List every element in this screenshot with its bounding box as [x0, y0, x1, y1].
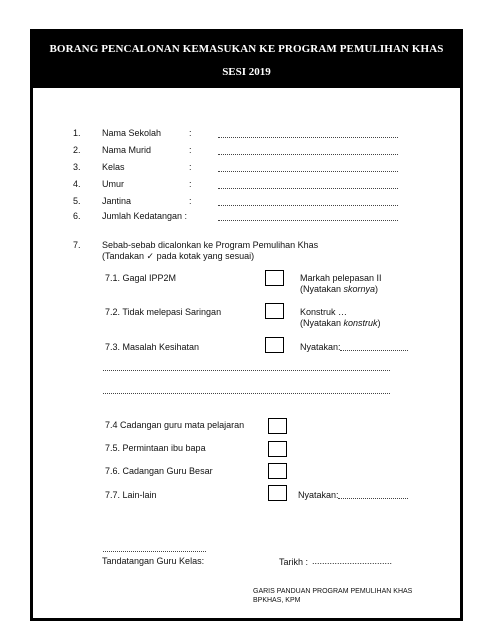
reason-label-saringan: 7.2. Tidak melepasi Saringan	[105, 307, 222, 317]
date-field[interactable]: ................................	[312, 556, 393, 566]
field-colon: :	[189, 196, 192, 206]
reason-note: Nyatakan:	[298, 490, 339, 500]
jumlah-kedatangan-field[interactable]	[218, 220, 398, 221]
form-header	[33, 32, 460, 88]
reason-label-guru-besar: 7.6. Cadangan Guru Besar	[105, 466, 213, 476]
signature-label: Tandatangan Guru Kelas:	[102, 556, 205, 566]
guide-line-2: BPKHAS, KPM	[253, 597, 301, 604]
reason-note: Markah pelepasan II	[300, 273, 382, 283]
checkbox-gagal-ipp2m[interactable]	[265, 270, 284, 286]
field-number: 4.	[73, 179, 81, 189]
reasons-title: Sebab-sebab dicalonkan ke Program Pemulihan Khas	[102, 240, 319, 250]
field-number: 6.	[73, 211, 81, 221]
reason-label-gagal-ipp2m: 7.1. Gagal IPP2M	[105, 273, 177, 283]
nama-sekolah-field[interactable]	[218, 137, 398, 138]
checkbox-ibu-bapa[interactable]	[268, 441, 287, 457]
reason-note: Konstruk …	[300, 307, 348, 317]
field-colon: :	[189, 145, 192, 155]
reason-label-kesihatan: 7.3. Masalah Kesihatan	[105, 342, 200, 352]
field-number: 2.	[73, 145, 81, 155]
checkbox-kesihatan[interactable]	[265, 337, 284, 353]
kesihatan-detail-line-2[interactable]	[103, 393, 390, 394]
reason-note: Nyatakan:	[300, 342, 341, 352]
field-label-jantina: Jantina	[102, 196, 132, 206]
checkbox-lain-lain[interactable]	[268, 485, 287, 501]
field-colon: :	[189, 162, 192, 172]
field-number: 3.	[73, 162, 81, 172]
date-label: Tarikh :	[279, 557, 309, 567]
jantina-field[interactable]	[218, 205, 398, 206]
reason-label-lain-lain: 7.7. Lain-lain	[105, 490, 157, 500]
kesihatan-detail-line-1[interactable]	[103, 370, 390, 371]
field-colon: :	[189, 179, 192, 189]
guide-line-1: GARIS PANDUAN PROGRAM PEMULIHAN KHAS	[253, 588, 413, 595]
signature-line[interactable]	[103, 551, 206, 552]
field-label-nama-sekolah: Nama Sekolah	[102, 128, 162, 138]
lain-lain-nyatakan-field[interactable]	[338, 498, 408, 499]
field-label-kelas: Kelas	[102, 162, 125, 172]
field-label-jumlah-kedatangan: Jumlah Kedatangan :	[102, 211, 188, 221]
reason-note-konstruk: (Nyatakan konstruk)	[300, 318, 381, 328]
section-number: 7.	[73, 240, 81, 250]
reason-label-cadangan-guru: 7.4 Cadangan guru mata pelajaran	[105, 420, 245, 430]
field-label-nama-murid: Nama Murid	[102, 145, 152, 155]
form-border	[30, 29, 463, 621]
kelas-field[interactable]	[218, 171, 398, 172]
reason-label-ibu-bapa: 7.5. Permintaan ibu bapa	[105, 443, 206, 453]
checkbox-saringan[interactable]	[265, 303, 284, 319]
reason-note-skornya: (Nyatakan skornya)	[300, 284, 379, 294]
kesihatan-nyatakan-field[interactable]	[340, 350, 408, 351]
field-label-umur: Umur	[102, 179, 124, 189]
field-number: 1.	[73, 128, 81, 138]
form-session: SESI 2019	[222, 66, 271, 78]
umur-field[interactable]	[218, 188, 398, 189]
field-number: 5.	[73, 196, 81, 206]
checkbox-cadangan-guru[interactable]	[268, 418, 287, 434]
checkbox-guru-besar[interactable]	[268, 463, 287, 479]
field-colon: :	[189, 128, 192, 138]
nama-murid-field[interactable]	[218, 154, 398, 155]
reasons-instruction: (Tandakan ✓ pada kotak yang sesuai)	[102, 251, 255, 261]
form-title: BORANG PENCALONAN KEMASUKAN KE PROGRAM PEMULIHAN KHAS	[49, 43, 444, 55]
